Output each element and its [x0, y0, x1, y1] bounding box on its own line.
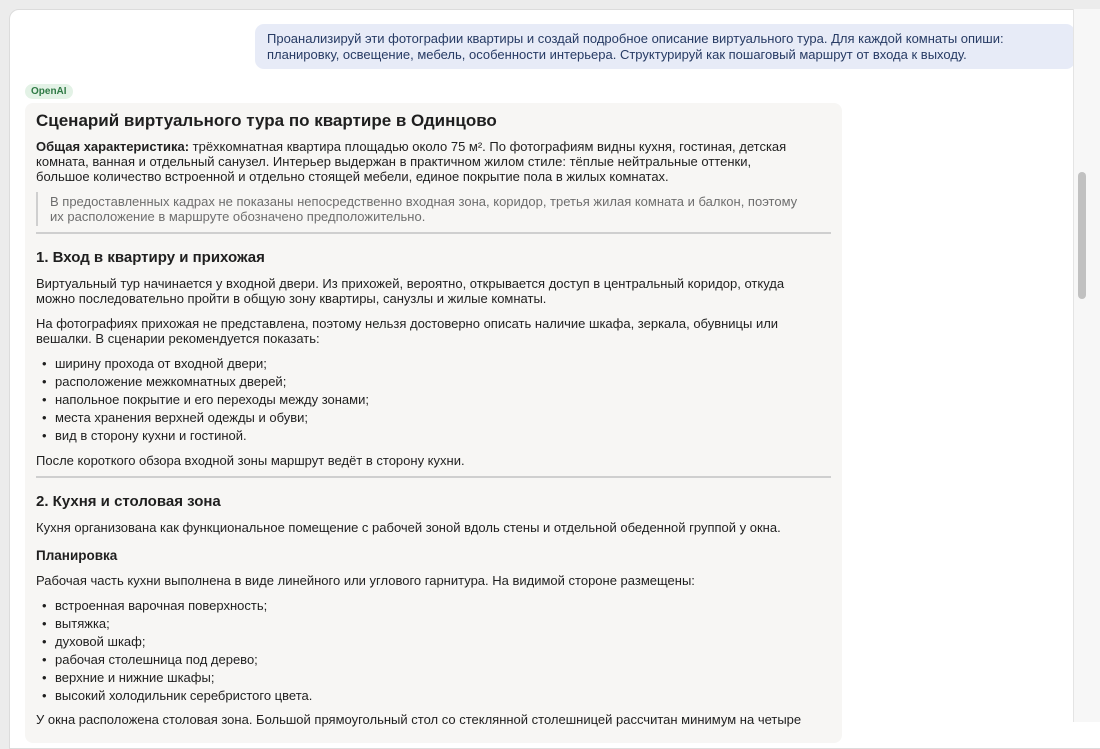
- list-item: • верхние и нижние шкафы;: [42, 670, 214, 685]
- divider: [36, 476, 831, 478]
- subsection-title: Планировка: [36, 548, 118, 563]
- answer-title: Сценарий виртуального тура по квартире в Одинцово: [36, 111, 497, 130]
- user-message: [255, 24, 1075, 69]
- paragraph-line: После короткого обзора входной зоны маршрут ведёт в сторону кухни.: [36, 453, 465, 468]
- list-item: • вытяжка;: [42, 616, 110, 631]
- list-item: • места хранения верхней одежды и обуви;: [42, 410, 308, 425]
- provider-badge: OpenAI: [25, 84, 73, 99]
- list-item: • высокий холодильник серебристого цвета.: [42, 688, 312, 703]
- list-item: • рабочая столешница под дерево;: [42, 652, 258, 667]
- overview-line: большое количество встроенной и отдельно стоящей мебели, единое покрытие пола в жилых комнатах.: [36, 169, 669, 184]
- user-message-line: планировку, освещение, мебель, особенности интерьера. Структурируй как пошаговый маршрут от входа к выходу.: [267, 47, 967, 62]
- overview-text: трёхкомнатная квартира площадью около 75 м². По фотографиям видны кухня, гостиная, детская: [189, 139, 787, 154]
- list-item: • встроенная варочная поверхность;: [42, 598, 267, 613]
- note-line: их расположение в маршруте обозначено предположительно.: [50, 209, 426, 224]
- overview-line: комната, ванная и отдельный санузел. Интерьер выдержан в практичном жилом стиле: тёплые нейтральные оттенки,: [36, 154, 752, 169]
- note-blockquote: [36, 192, 831, 226]
- list-item: • расположение межкомнатных дверей;: [42, 374, 286, 389]
- paragraph-line: можно последовательно пройти в общую зону квартиры, санузлы и жилые комнаты.: [36, 291, 547, 306]
- note-line: В предоставленных кадрах не показаны непосредственно входная зона, коридор, третья жилая комната и балкон, поэтому: [50, 194, 798, 209]
- overview-line: [36, 139, 786, 154]
- user-message-line: Проанализируй эти фотографии квартиры и создай подробное описание виртуального тура. Для каждой комнаты опиши:: [267, 31, 1004, 46]
- paragraph-line: У окна расположена столовая зона. Большой прямоугольный стол со стеклянной столешницей рассчитан минимум на четыре: [36, 712, 802, 727]
- scrollbar-thumb[interactable]: [1078, 172, 1086, 299]
- list-item: • ширину прохода от входной двери;: [42, 356, 267, 371]
- section-1-title: 1. Вход в квартиру и прихожая: [36, 249, 265, 266]
- list-item: • вид в сторону кухни и гостиной.: [42, 428, 247, 443]
- list-item: • духовой шкаф;: [42, 634, 145, 649]
- section-2-title: 2. Кухня и столовая зона: [36, 493, 221, 510]
- paragraph-line: вешалки. В сценарии рекомендуется показать:: [36, 331, 320, 346]
- list-item: • напольное покрытие и его переходы между зонами;: [42, 392, 369, 407]
- paragraph-line: На фотографиях прихожая не представлена, поэтому нельзя достоверно описать наличие шкафа, зеркала, обувницы или: [36, 316, 779, 331]
- scrollbar-track[interactable]: [1073, 9, 1100, 722]
- paragraph-line: Рабочая часть кухни выполнена в виде линейного или углового гарнитура. На видимой стороне размещены:: [36, 573, 695, 588]
- paragraph-line: Виртуальный тур начинается у входной двери. Из прихожей, вероятно, открывается доступ в центральный коридор, откуда: [36, 276, 785, 291]
- paragraph-line: Кухня организована как функциональное помещение с рабочей зоной вдоль стены и отдельной обеденной группой у окна.: [36, 520, 781, 535]
- overview-label: Общая характеристика:: [36, 139, 190, 154]
- divider: [36, 232, 831, 234]
